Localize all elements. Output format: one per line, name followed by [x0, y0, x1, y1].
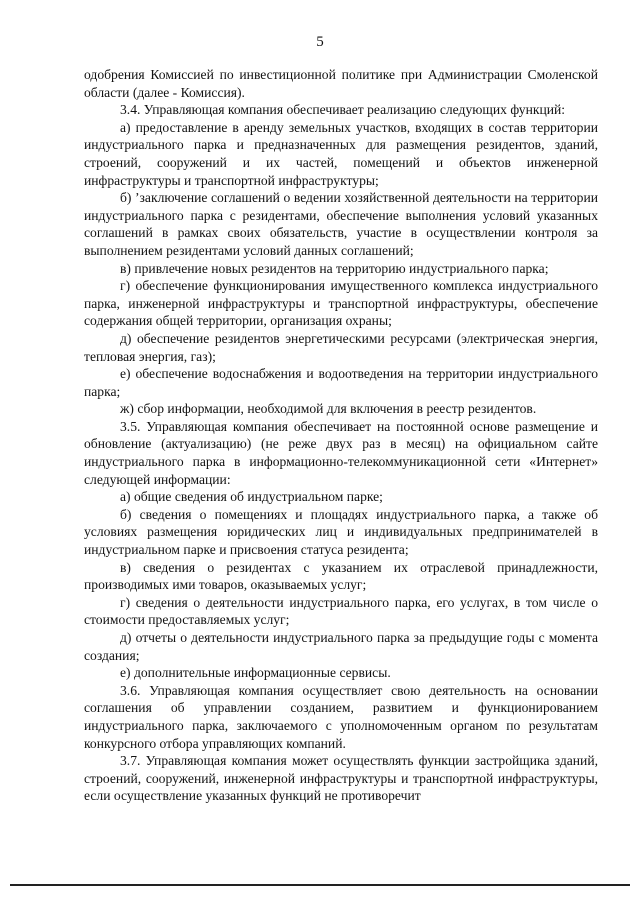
paragraph: б) ’заключение соглашений о ведении хозяйственной деятельности на территории индустриального парка с резидентами, обеспечение выполнения условий указанных соглашений в рамках своих обязательств, участие в осуществлении контроля за выполнением резидентами условий данных соглашений;: [84, 190, 598, 258]
paragraph: е) обеспечение водоснабжения и водоотведения на территории индустриального парка;: [84, 366, 598, 399]
paragraph: е) дополнительные информационные сервисы.: [120, 665, 391, 681]
paragraph: ж) сбор информации, необходимой для включения в реестр резидентов.: [120, 401, 537, 417]
paragraph: в) сведения о резидентах с указанием их отраслевой принадлежности, производимых ими товаров, оказываемых услуг;: [84, 559, 598, 593]
paragraph: а) предоставление в аренду земельных участков, входящих в состав территории индустриального парка и предназначенных для размещения резидентов, зданий, строений, сооружений и их частей, помещений и объектов инженерной инфраструктуры и транспортной инфраструктуры;: [84, 119, 598, 188]
paragraph: г) обеспечение функционирования имущественного комплекса индустриального парка, инженерной инфраструктуры и транспортной инфраструктуры, обеспечение содержания общей территории, организация охраны;: [84, 278, 598, 329]
paragraph: 3.6. Управляющая компания осуществляет свою деятельность на основании соглашения об управлении созданием, развитием и функционированием индустриального парка, заключаемого с уполномоченным органом по результатам конкурсного отбора управляющих компаний.: [84, 682, 598, 751]
paragraph: 3.7. Управляющая компания может осуществлять функции застройщика зданий, строений, сооружений, инженерной инфраструктуры и транспортной инфраструктуры, если осуществление указанных функций не противоречит: [84, 753, 598, 804]
paragraph: д) обеспечение резидентов энергетическими ресурсами (электрическая энергия, тепловая энергия, газ);: [84, 330, 598, 364]
page-bottom-edge: [10, 884, 630, 886]
paragraph: г) сведения о деятельности индустриального парка, его услугах, в том числе о стоимости предоставляемых услуг;: [84, 594, 598, 628]
paragraph: в) привлечение новых резидентов на территорию индустриального парка;: [120, 260, 549, 276]
paragraph: а) общие сведения об индустриальном парке;: [120, 489, 383, 505]
paragraph: одобрения Комиссией по инвестиционной политике при Администрации Смоленской области (далее - Комиссия).: [84, 67, 598, 100]
paragraph: 3.4. Управляющая компания обеспечивает реализацию следующих функций:: [120, 102, 566, 118]
paragraph: 3.5. Управляющая компания обеспечивает на постоянной основе размещение и обновление (актуализацию) (не реже двух раз в месяц) на официальном сайте индустриального парка в информационно-телекоммуникационной сети «Интернет» следующей информации:: [84, 418, 598, 487]
paragraph: б) сведения о помещениях и площадях индустриального парка, а также об условиях размещения юридических лиц и индивидуальных предпринимателей в индустриальном парке и присвоения статуса резидента;: [84, 506, 598, 558]
document-body: [84, 66, 598, 805]
page-number: 5: [316, 34, 324, 50]
paragraph: д) отчеты о деятельности индустриального парка за предыдущие годы с момента создания;: [84, 630, 598, 663]
